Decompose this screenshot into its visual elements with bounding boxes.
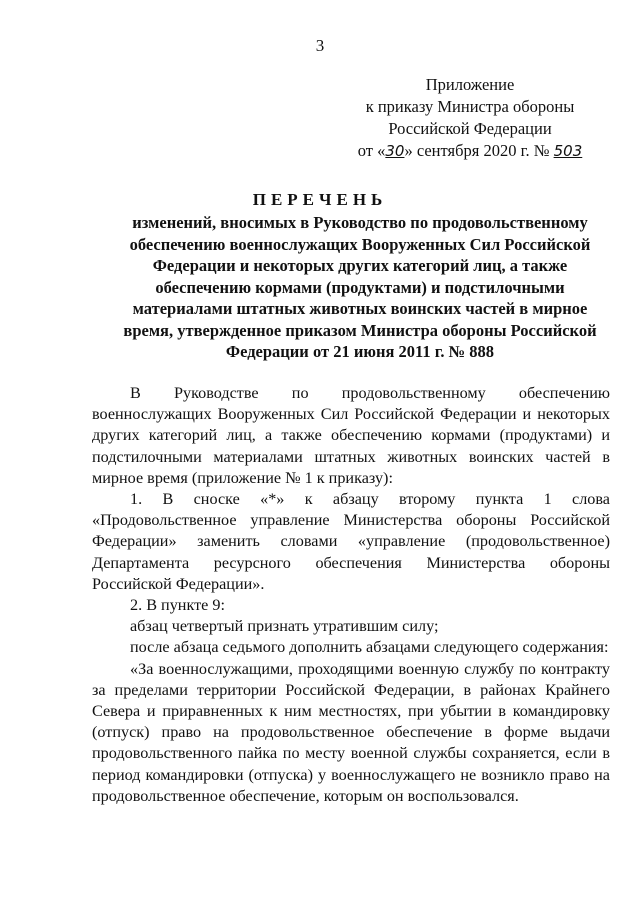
paragraph: «За военнослужащими, проходящими военную службу по контракту за пределами территории Российской Федерации, в районах Крайнего Севера и приравненных к ним местностях, при убытии в командировку (отпуск) право на продовольственное обеспечение в форме выдачи продовольственного пайка по месту военной службы сохраняется, если в период командировки (отпуска) у военнослужащего не возникло право на продовольственное обеспечение, которым он воспользовался. (92, 659, 610, 805)
handwritten-day: 30 (385, 142, 405, 160)
appendix-line-3: Российской Федерации (388, 119, 552, 138)
date-middle: » сентября 2020 г. № (404, 141, 554, 160)
paragraph: абзац четвертый признать утратившим силу; (130, 617, 439, 636)
appendix-date-line (330, 140, 610, 162)
document-subtitle: изменений, вносимых в Руководство по продовольственному обеспечению военнослужащих Вооруженных Сил Российской Федерации и некоторых других категорий лиц, а также обеспечению кормами (продуктами) и подстилочными материалами штатных животных воинских частей в мирное время, утвержденное приказом Министра обороны Российской Федерации от 21 июня 2011 г. № 888 (123, 213, 597, 361)
date-prefix: от « (357, 141, 386, 160)
appendix-line-2: к приказу Министра обороны (365, 97, 575, 116)
document-body (92, 383, 610, 807)
paragraph: 2. В пункте 9: (130, 596, 225, 615)
appendix-line-1: Приложение (425, 75, 515, 94)
page-number: 3 (315, 36, 325, 55)
document-title: ПЕРЕЧЕНЬ (252, 190, 388, 209)
handwritten-order-number: 503 (553, 142, 583, 160)
paragraph: В Руководстве по продовольственному обеспечению военнослужащих Вооруженных Сил Российской Федерации и некоторых других категорий лиц, а также обеспечению кормами (продуктами) и подстилочными материалами штатных животных воинских частей в мирное время (приложение № 1 к приказу): (92, 384, 610, 487)
paragraph: после абзаца седьмого дополнить абзацами следующего содержания: (130, 638, 609, 657)
paragraph: 1. В сноске «*» к абзацу второму пункта 1 слова «Продовольственное управление Министерства обороны Российской Федерации» заменить словами «управление (продовольственное) Департамента ресурсного обеспечения Министерства обороны Российской Федерации». (92, 490, 610, 593)
appendix-header (330, 74, 610, 162)
